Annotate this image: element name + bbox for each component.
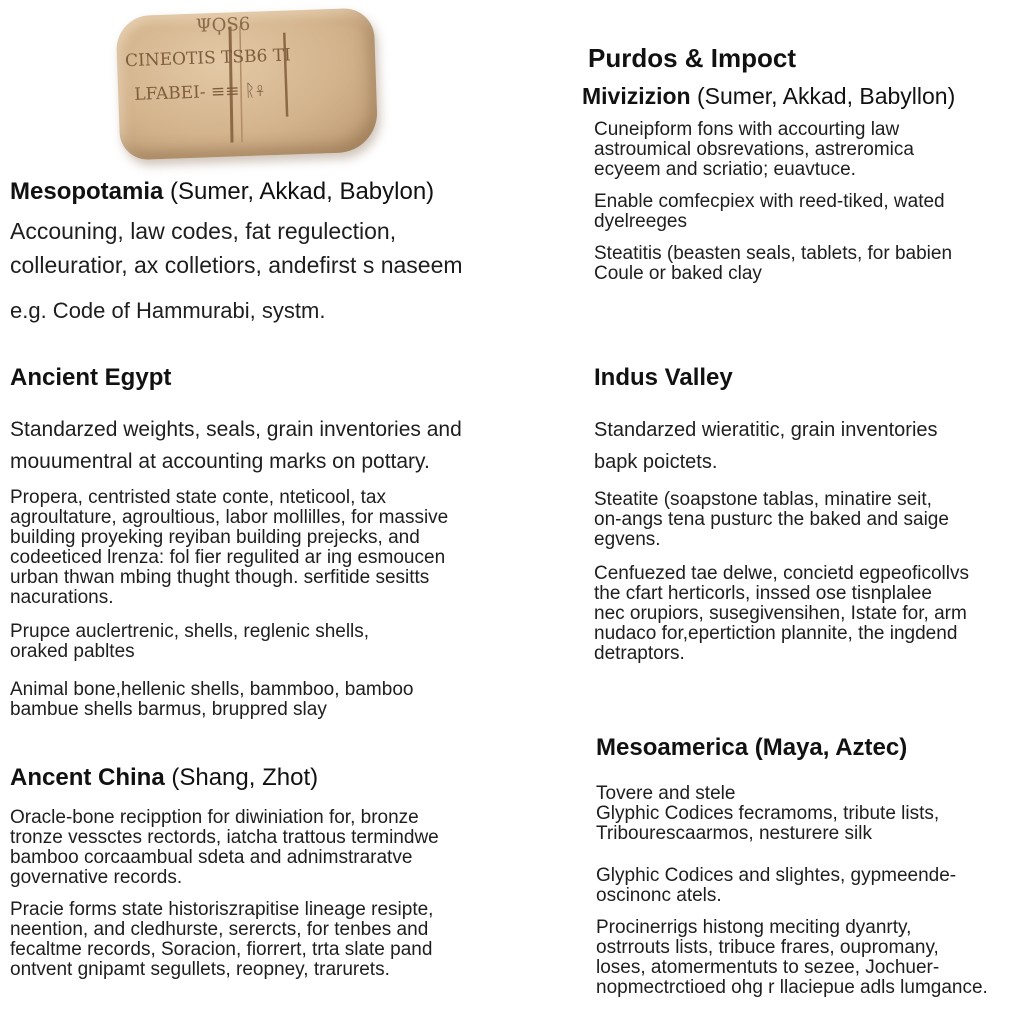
mesopotamia-description	[10, 214, 510, 282]
section-ancient-egypt	[10, 364, 510, 720]
egypt-p2-line: Prupce auclertrenic, shells, reglenic shells,	[10, 621, 370, 642]
mesoamerica-title: Mesoamerica (Maya, Aztec)	[596, 734, 908, 761]
mesoamerica-p1-line: Tovere and stele	[596, 783, 736, 804]
china-p2-line: Pracie forms state historiszrapitise lineage resipte,	[10, 899, 434, 920]
mesoamerica-p3-line: nopmectrctioed ohg r llaciepue adls lumgance.	[596, 977, 988, 998]
indus-p1-line: on-angs tena pusturc the baked and saige	[594, 509, 949, 530]
egypt-title: Ancient Egypt	[10, 364, 172, 391]
section-indus-valley	[594, 364, 1014, 664]
china-title-bold: Ancent China	[10, 764, 165, 791]
purpose-paragraph-1	[594, 120, 1008, 180]
mesoamerica-p3-line: loses, atomermentuts to sezee, Jochuer-	[596, 957, 940, 978]
section-mesoamerica	[596, 734, 1016, 998]
mesopotamia-title-rest: (Sumer, Akkad, Babylon)	[163, 178, 435, 205]
mesoamerica-p2-line: oscinonc atels.	[596, 885, 722, 906]
indus-p2-line: nec orupiors, susegivensihen, Istate for, arm	[594, 603, 967, 624]
mesoamerica-p3-line: ostrrouts lists, tribuce frares, oupromany,	[596, 937, 939, 958]
section-purpose-impact	[582, 43, 1008, 284]
purpose-p3-line: Steatitis (beasten seals, tablets, for babien	[594, 243, 953, 264]
tablet-top-glyphs: ΨϘS6	[195, 13, 251, 37]
egypt-p1-line: building proyeking reyiban building prejecks, and	[10, 527, 420, 548]
egypt-p1-line: nacurations.	[10, 587, 114, 608]
mesopotamia-example: e.g. Code of Hammurabi, systm.	[10, 298, 326, 323]
indus-paragraph-2	[594, 564, 1014, 664]
section-ancient-china	[10, 764, 510, 980]
egypt-p1-line: codeeticed lrenza: fol fier regulited ar ing esmoucen	[10, 547, 446, 568]
mesopotamia-line-1: Accouning, law codes, fat regulection,	[10, 218, 397, 244]
egypt-paragraph-1	[10, 488, 510, 608]
china-p2-line: fecaltme records, Soracion, fiorrert, trta slate pand	[10, 939, 433, 960]
purpose-p1-line: Cuneipform fons with accourting law	[594, 119, 900, 140]
mesoamerica-p2-line: Glyphic Codices and slightes, gypmeende-	[596, 865, 957, 886]
china-p1-line: bamboo corcaambual sdeta and adnimstraratve	[10, 847, 413, 868]
tablet-engravings	[116, 8, 379, 161]
purpose-paragraph-3	[594, 244, 1008, 284]
egypt-lead	[10, 414, 510, 478]
purpose-subtitle-rest: (Sumer, Akkad, Babyllon)	[690, 83, 956, 109]
china-title	[10, 764, 510, 792]
china-paragraph-1	[10, 808, 510, 888]
mesopotamia-title-bold: Mesopotamia	[10, 178, 164, 205]
egypt-p3-line: Animal bone,hellenic shells, bammboo, bamboo	[10, 679, 414, 700]
china-p1-line: governative records.	[10, 867, 183, 888]
tablet-line-1: CINEOTIS TSB6 TI	[124, 45, 292, 72]
mesoamerica-paragraph-1	[596, 784, 1016, 844]
indus-lead-line: Standarzed wieratitic, grain inventories	[594, 419, 938, 441]
tablet-line-2: LFABEI- ≡≡ ᚱ☥	[133, 80, 266, 105]
mesoamerica-paragraph-3	[596, 918, 1016, 998]
purpose-paragraph-2	[594, 192, 1008, 232]
egypt-lead-1: Standarzed weights, seals, grain inventories and	[10, 418, 462, 441]
indus-lead-line: bapk poictets.	[594, 451, 718, 473]
purpose-impact-title: Purdos & Impoct	[588, 43, 797, 73]
china-p1-line: tronze vessctes rectords, iatcha trattous termindwe	[10, 827, 439, 848]
egypt-paragraph-2	[10, 622, 510, 662]
mesoamerica-p1-line: Tribourescaarmos, nesturere silk	[596, 823, 872, 844]
purpose-p2-line: Enable comfecpiex with reed-tiked, wated	[594, 191, 945, 212]
indus-lead	[594, 414, 1014, 478]
egypt-p1-line: Propera, centristed state conte, nteticool, tax	[10, 487, 386, 508]
indus-p2-line: the cfart herticorls, inssed ose tisnplalee	[594, 583, 932, 604]
purpose-p2-line: dyelreeges	[594, 211, 687, 232]
purpose-subtitle	[582, 82, 1008, 110]
indus-p2-line: detraptors.	[594, 643, 685, 664]
purpose-subtitle-bold: Mivizizion	[582, 83, 691, 109]
egypt-lead-2: mouumentral at accounting marks on pottary.	[10, 450, 430, 473]
indus-title: Indus Valley	[594, 364, 733, 391]
purpose-p1-line: astroumical obsrevations, astreromica	[594, 139, 914, 160]
china-p1-line: Oracle-bone recipption for diwiniation for, bronze	[10, 807, 419, 828]
egypt-p1-line: agroultature, agroultious, labor mollilles, for massive	[10, 507, 449, 528]
mesoamerica-p3-line: Procinerrigs histong meciting dyanrty,	[596, 917, 912, 938]
purpose-p1-line: ecyeem and scriatio; euavtuce.	[594, 159, 856, 180]
purpose-p3-line: Coule or baked clay	[594, 263, 762, 284]
egypt-paragraph-3	[10, 680, 510, 720]
indus-p2-line: nudaco for,epertiction plannite, the ingdend	[594, 623, 958, 644]
china-paragraph-2	[10, 900, 510, 980]
section-mesopotamia	[10, 178, 510, 324]
mesopotamia-line-2: colleuratior, ax colletiors, andefirst s naseem	[10, 252, 463, 278]
clay-tablet-image	[116, 8, 379, 161]
egypt-p3-line: bambue shells barmus, bruppred slay	[10, 699, 327, 720]
indus-p1-line: Steatite (soapstone tablas, minatire seit,	[594, 489, 932, 510]
egypt-p2-line: oraked pabltes	[10, 641, 135, 662]
indus-p2-line: Cenfuezed tae delwe, concietd egpeoficollvs	[594, 563, 969, 584]
china-p2-line: ontvent gnipamt segullets, reopney, trarurets.	[10, 959, 390, 980]
egypt-p1-line: urban thwan mbing thught though. serfitide sesitts	[10, 567, 430, 588]
china-title-rest: (Shang, Zhot)	[164, 764, 319, 791]
indus-p1-line: egvens.	[594, 529, 661, 550]
china-p2-line: neention, and cledhurste, serercts, for tenbes and	[10, 919, 429, 940]
mesoamerica-p1-line: Glyphic Codices fecramoms, tribute lists,	[596, 803, 940, 824]
indus-paragraph-1	[594, 490, 1014, 550]
mesopotamia-title	[10, 178, 510, 206]
mesoamerica-paragraph-2	[596, 866, 1016, 906]
